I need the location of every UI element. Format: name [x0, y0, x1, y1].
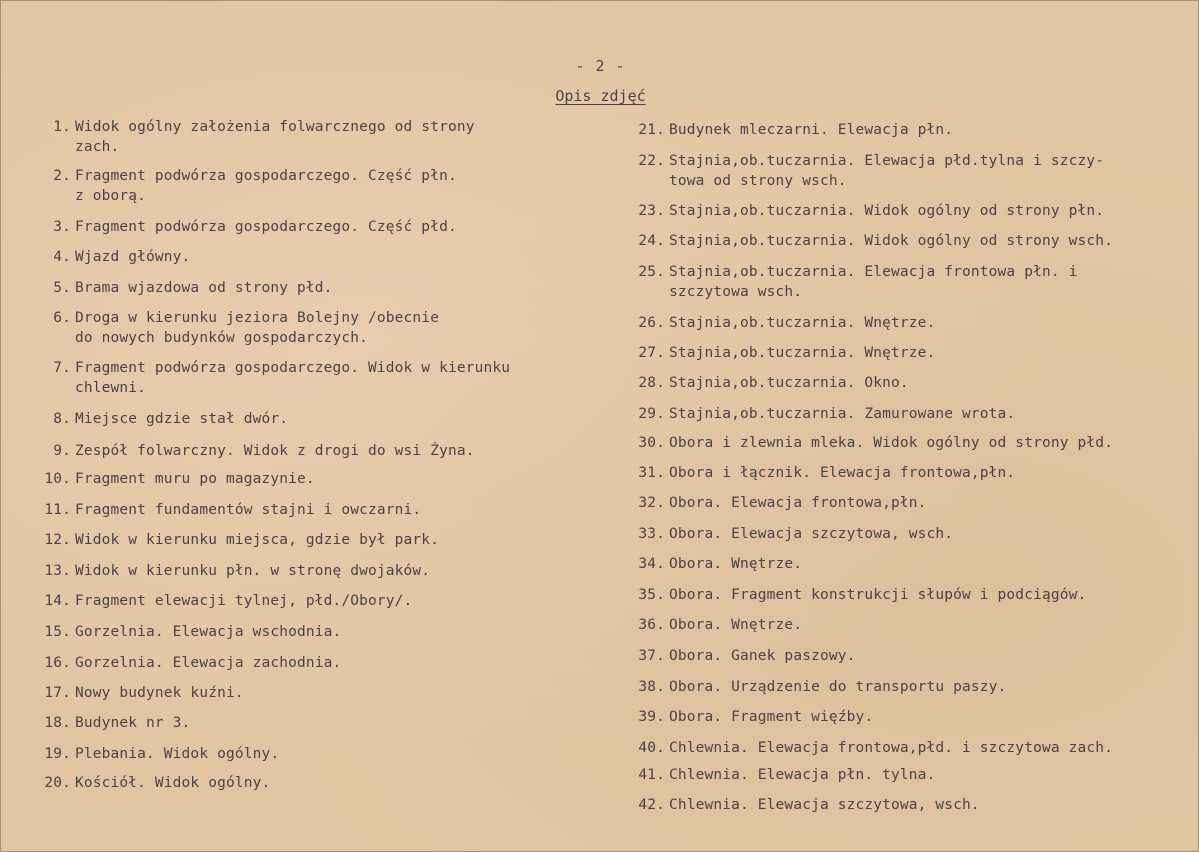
- list-item-18: [31, 713, 190, 733]
- list-item-text: Fragment podwórza gospodarczego. Część płd.: [75, 219, 457, 235]
- list-item-number: 19.: [44, 746, 71, 762]
- list-item-number: 36.: [638, 617, 665, 633]
- list-item-number: 8.: [53, 411, 71, 427]
- list-item-number: 38.: [638, 679, 665, 695]
- list-item-text: Obora. Fragment więźby.: [669, 709, 874, 725]
- list-item-number: 12.: [44, 532, 71, 548]
- list-item-number: 34.: [638, 556, 665, 572]
- list-item-28: [629, 373, 909, 393]
- list-item-14: [31, 591, 412, 611]
- list-item-number: 3.: [53, 219, 71, 235]
- list-item-text: Chlewnia. Elewacja szczytowa, wsch.: [669, 797, 980, 813]
- list-item-text: Stajnia,ob.tuczarnia. Zamurowane wrota.: [669, 406, 1016, 422]
- list-item-4: [31, 247, 190, 267]
- list-item-text: Obora i łącznik. Elewacja frontowa,płn.: [669, 465, 1016, 481]
- list-item-2: [31, 166, 457, 206]
- list-item-number: 39.: [638, 709, 665, 725]
- list-item-34: [629, 554, 802, 574]
- list-item-number: 25.: [638, 264, 665, 280]
- list-item-text: Brama wjazdowa od strony płd.: [75, 280, 333, 296]
- list-item-30: [629, 433, 1113, 453]
- list-item-number: 5.: [53, 280, 71, 296]
- list-item-text: Miejsce gdzie stał dwór.: [75, 411, 289, 427]
- list-item-6: [31, 308, 439, 348]
- list-item-text: Fragment podwórza gospodarczego. Część płn. z oborą.: [75, 168, 457, 204]
- list-item-number: 9.: [53, 443, 71, 459]
- list-item-number: 30.: [638, 435, 665, 451]
- list-item-10: [31, 469, 315, 489]
- list-item-number: 26.: [638, 315, 665, 331]
- list-item-text: Obora. Fragment konstrukcji słupów i podciągów.: [669, 587, 1087, 603]
- list-item-text: Fragment podwórza gospodarczego. Widok w kierunku chlewni.: [75, 360, 511, 396]
- list-item-32: [629, 493, 927, 513]
- list-item-24: [629, 231, 1113, 251]
- list-item-8: [31, 409, 288, 429]
- list-item-11: [31, 500, 421, 520]
- list-item-text: Obora. Ganek paszowy.: [669, 648, 856, 664]
- list-item-number: 37.: [638, 648, 665, 664]
- list-item-text: Stajnia,ob.tuczarnia. Wnętrze.: [669, 345, 936, 361]
- list-item-number: 6.: [53, 310, 71, 326]
- list-item-27: [629, 343, 935, 363]
- list-item-number: 21.: [638, 122, 665, 138]
- list-item-text: Plebania. Widok ogólny.: [75, 746, 280, 762]
- list-item-16: [31, 653, 341, 673]
- page-number: - 2 -: [575, 57, 626, 75]
- list-item-20: [31, 773, 270, 793]
- list-item-number: 31.: [638, 465, 665, 481]
- list-item-number: 20.: [44, 775, 71, 791]
- list-item-number: 13.: [44, 563, 71, 579]
- list-item-number: 40.: [638, 740, 665, 756]
- list-item-text: Budynek mleczarni. Elewacja płn.: [669, 122, 954, 138]
- list-item-text: Obora. Elewacja frontowa,płn.: [669, 495, 927, 511]
- page-title-text: Opis zdjęć: [555, 87, 646, 105]
- list-item-text: Chlewnia. Elewacja frontowa,płd. i szczytowa zach.: [669, 740, 1113, 756]
- list-item-39: [629, 707, 873, 727]
- list-item-15: [31, 622, 341, 642]
- list-item-7: [31, 358, 510, 398]
- list-item-text: Stajnia,ob.tuczarnia. Elewacja frontowa płn. i szczytowa wsch.: [669, 264, 1078, 300]
- list-item-31: [629, 463, 1015, 483]
- list-item-number: 7.: [53, 360, 71, 376]
- list-item-text: Stajnia,ob.tuczarnia. Widok ogólny od strony płn.: [669, 203, 1105, 219]
- list-item-5: [31, 278, 333, 298]
- list-item-41: [629, 765, 935, 785]
- list-item-number: 2.: [53, 168, 71, 184]
- list-item-number: 10.: [44, 471, 71, 487]
- list-item-42: [629, 795, 980, 815]
- list-item-text: Stajnia,ob.tuczarnia. Okno.: [669, 375, 909, 391]
- list-item-21: [629, 120, 953, 140]
- list-item-23: [629, 201, 1104, 221]
- list-item-number: 32.: [638, 495, 665, 511]
- list-item-number: 42.: [638, 797, 665, 813]
- list-item-text: Obora. Wnętrze.: [669, 556, 803, 572]
- list-item-3: [31, 217, 457, 237]
- list-item-35: [629, 585, 1086, 605]
- page-title: [1, 87, 1199, 105]
- list-item-number: 17.: [44, 685, 71, 701]
- list-item-number: 4.: [53, 249, 71, 265]
- list-item-26: [629, 313, 935, 333]
- list-item-19: [31, 744, 279, 764]
- list-item-number: 1.: [53, 119, 71, 135]
- list-item-33: [629, 524, 953, 544]
- list-item-number: 22.: [638, 153, 665, 169]
- list-item-text: Droga w kierunku jeziora Bolejny /obecnie do nowych budynków gospodarczych.: [75, 310, 440, 346]
- list-item-text: Wjazd główny.: [75, 249, 191, 265]
- list-item-number: 16.: [44, 655, 71, 671]
- list-item-number: 35.: [638, 587, 665, 603]
- list-item-text: Chlewnia. Elewacja płn. tylna.: [669, 767, 936, 783]
- list-item-text: Widok w kierunku płn. w stronę dwojaków.: [75, 563, 431, 579]
- list-item-number: 41.: [638, 767, 665, 783]
- list-item-36: [629, 615, 802, 635]
- list-item-38: [629, 677, 1006, 697]
- list-item-text: Kościół. Widok ogólny.: [75, 775, 271, 791]
- list-item-17: [31, 683, 244, 703]
- list-item-12: [31, 530, 439, 550]
- list-item-text: Stajnia,ob.tuczarnia. Wnętrze.: [669, 315, 936, 331]
- list-item-13: [31, 561, 430, 581]
- list-item-text: Fragment fundamentów stajni i owczarni.: [75, 502, 422, 518]
- list-item-text: Fragment elewacji tylnej, płd./Obory/.: [75, 593, 413, 609]
- list-item-text: Obora. Urządzenie do transportu paszy.: [669, 679, 1007, 695]
- list-item-number: 15.: [44, 624, 71, 640]
- list-item-text: Nowy budynek kuźni.: [75, 685, 244, 701]
- list-item-number: 27.: [638, 345, 665, 361]
- list-item-text: Gorzelnia. Elewacja zachodnia.: [75, 655, 342, 671]
- list-item-1: [31, 117, 475, 157]
- list-item-text: Stajnia,ob.tuczarnia. Elewacja płd.tylna i szczy- towa od strony wsch.: [669, 153, 1105, 189]
- list-item-9: [31, 441, 475, 461]
- list-item-text: Fragment muru po magazynie.: [75, 471, 315, 487]
- list-item-text: Obora. Wnętrze.: [669, 617, 803, 633]
- list-item-22: [629, 151, 1104, 191]
- list-item-text: Gorzelnia. Elewacja wschodnia.: [75, 624, 342, 640]
- list-item-29: [629, 404, 1015, 424]
- list-item-number: 29.: [638, 406, 665, 422]
- list-item-text: Widok ogólny założenia folwarcznego od strony zach.: [75, 119, 475, 155]
- list-item-number: 24.: [638, 233, 665, 249]
- list-item-text: Stajnia,ob.tuczarnia. Widok ogólny od strony wsch.: [669, 233, 1113, 249]
- list-item-37: [629, 646, 855, 666]
- list-item-40: [629, 738, 1113, 758]
- list-item-text: Budynek nr 3.: [75, 715, 191, 731]
- list-item-text: Obora. Elewacja szczytowa, wsch.: [669, 526, 954, 542]
- list-item-text: Zespół folwarczny. Widok z drogi do wsi Żyna.: [75, 443, 475, 459]
- list-item-25: [629, 262, 1077, 302]
- list-item-number: 18.: [44, 715, 71, 731]
- list-item-text: Obora i zlewnia mleka. Widok ogólny od strony płd.: [669, 435, 1113, 451]
- list-item-number: 28.: [638, 375, 665, 391]
- list-item-number: 33.: [638, 526, 665, 542]
- list-item-number: 11.: [44, 502, 71, 518]
- list-item-number: 14.: [44, 593, 71, 609]
- list-item-text: Widok w kierunku miejsca, gdzie był park.: [75, 532, 440, 548]
- list-item-number: 23.: [638, 203, 665, 219]
